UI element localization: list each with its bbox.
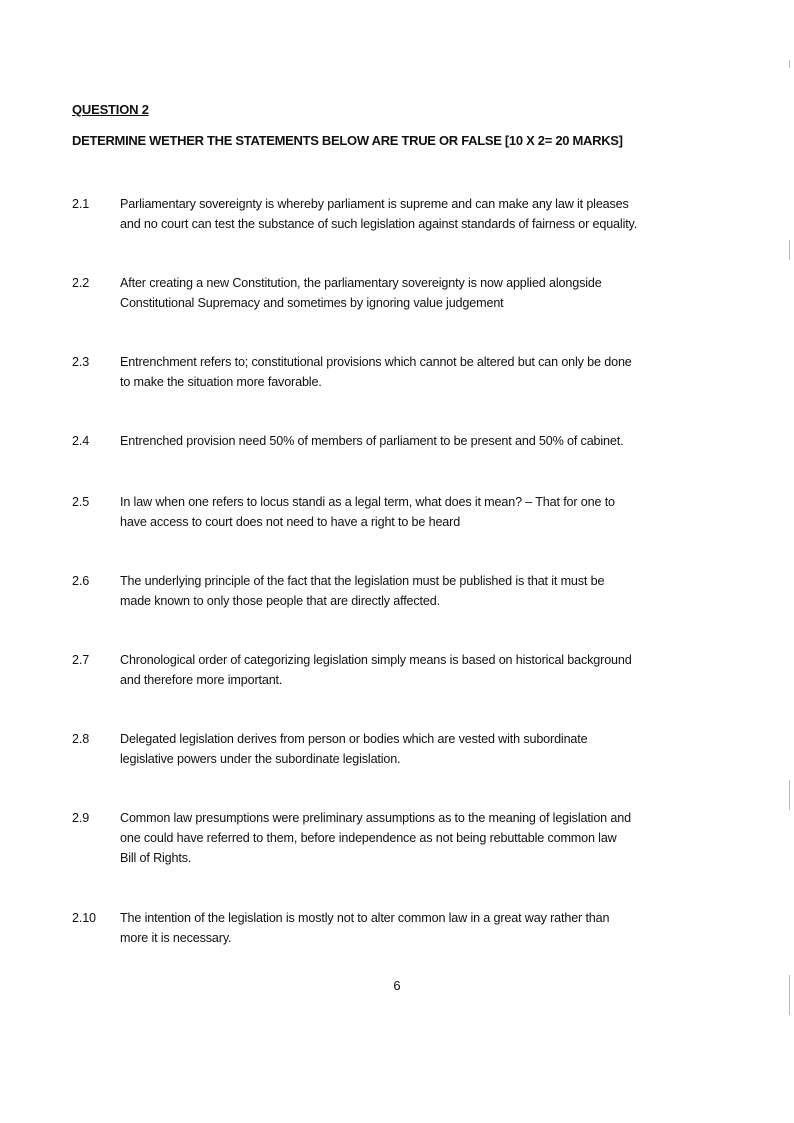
statement-number: 2.8 [72, 732, 90, 746]
statement-line: Bill of Rights. [120, 851, 192, 865]
statement-text [120, 571, 604, 611]
question-heading: QUESTION 2 [72, 102, 149, 117]
page-number: 6 [393, 978, 401, 993]
statement-line: made known to only those people that are directly affected. [120, 594, 440, 608]
statement-line: legislative powers under the subordinate legislation. [120, 752, 401, 766]
statement-text [120, 431, 623, 451]
statement-line: and therefore more important. [120, 673, 283, 687]
statement-text [120, 492, 615, 532]
statement-line: The intention of the legislation is mostly not to alter common law in a great way rather than [120, 911, 610, 925]
statement-line: The underlying principle of the fact that the legislation must be published is that it must be [120, 574, 605, 588]
statement-line: Parliamentary sovereignty is whereby parliament is supreme and can make any law it pleases [120, 197, 629, 211]
statement-line: and no court can test the substance of such legislation against standards of fairness or equality. [120, 217, 638, 231]
statement-line: Delegated legislation derives from person or bodies which are vested with subordinate [120, 732, 588, 746]
statement-number: 2.4 [72, 434, 90, 448]
statement-line: one could have referred to them, before independence as not being rebuttable common law [120, 831, 617, 845]
instruction-text: DETERMINE WETHER THE STATEMENTS BELOW ARE TRUE OR FALSE [10 X 2= 20 MARKS] [72, 133, 623, 148]
statement-line: more it is necessary. [120, 931, 232, 945]
scan-artifact [789, 780, 790, 810]
statement-line: In law when one refers to locus standi as a legal term, what does it mean? – That for one to [120, 495, 615, 509]
statement-number: 2.1 [72, 197, 90, 211]
statement-text [120, 908, 609, 948]
statement-text [120, 194, 637, 234]
statement-text [120, 650, 632, 690]
statement-number: 2.6 [72, 574, 90, 588]
scan-artifact [789, 975, 790, 1015]
statement-text [120, 729, 587, 769]
statement-line: have access to court does not need to have a right to be heard [120, 515, 461, 529]
statement-text [120, 352, 632, 392]
scan-artifact [789, 240, 790, 260]
statement-line: Chronological order of categorizing legislation simply means is based on historical background [120, 653, 632, 667]
statement-line: to make the situation more favorable. [120, 375, 322, 389]
statement-line: After creating a new Constitution, the parliamentary sovereignty is now applied alongside [120, 276, 602, 290]
statement-text [120, 273, 602, 313]
statement-line: Common law presumptions were preliminary assumptions as to the meaning of legislation and [120, 811, 631, 825]
scan-artifact [789, 60, 790, 68]
statement-line: Entrenched provision need 50% of members of parliament to be present and 50% of cabinet. [120, 434, 624, 448]
statement-number: 2.3 [72, 355, 90, 369]
statement-number: 2.10 [72, 911, 96, 925]
statement-number: 2.7 [72, 653, 90, 667]
statement-number: 2.5 [72, 495, 90, 509]
statement-number: 2.2 [72, 276, 90, 290]
statement-text [120, 808, 631, 868]
statement-line: Constitutional Supremacy and sometimes by ignoring value judgement [120, 296, 504, 310]
statement-line: Entrenchment refers to; constitutional provisions which cannot be altered but can only be done [120, 355, 632, 369]
statement-number: 2.9 [72, 811, 90, 825]
